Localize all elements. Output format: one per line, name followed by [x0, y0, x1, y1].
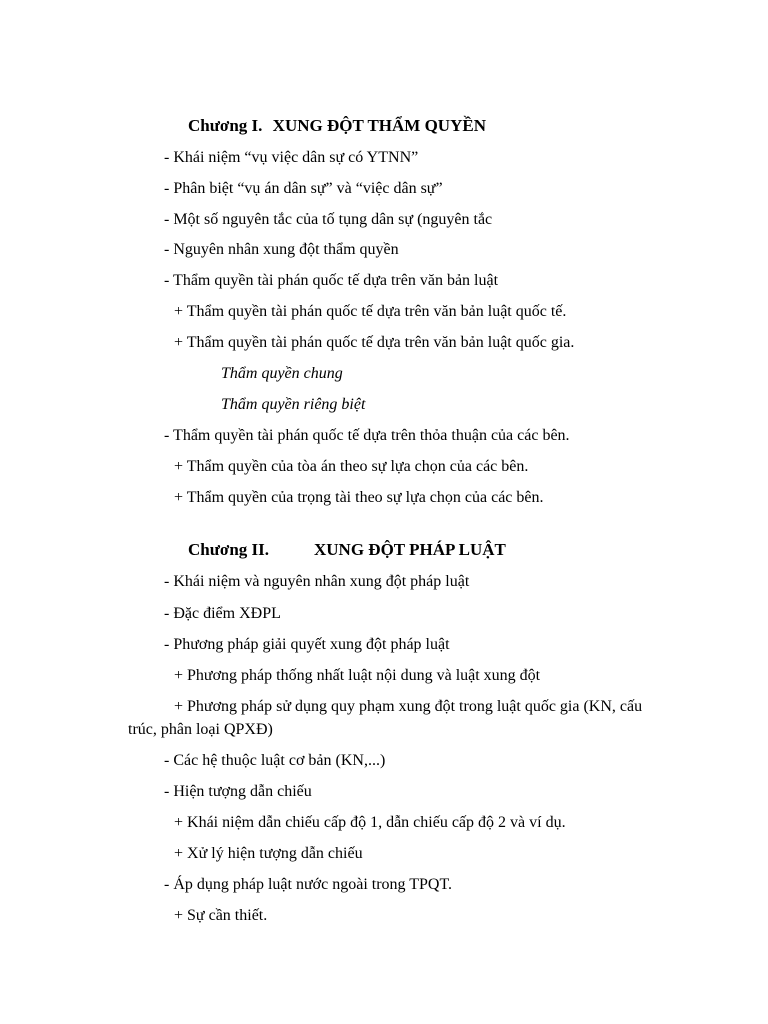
ch1-line: - Phân biệt “vụ án dân sự” và “việc dân sự”: [164, 180, 443, 197]
ch1-line: - Nguyên nhân xung đột thẩm quyền: [164, 241, 399, 258]
ch2-line: - Khái niệm và nguyên nhân xung đột pháp luật: [164, 573, 470, 590]
ch2-line: - Các hệ thuộc luật cơ bản (KN,...): [164, 752, 386, 769]
ch1-line: - Một số nguyên tắc của tố tụng dân sự (nguyên tắc: [164, 211, 493, 228]
ch1-line: - Thẩm quyền tài phán quốc tế dựa trên văn bản luật: [164, 272, 499, 289]
ch1-subline: + Thẩm quyền tài phán quốc tế dựa trên văn bản luật quốc tế.: [174, 303, 567, 320]
ch1-line: - Thẩm quyền tài phán quốc tế dựa trên thỏa thuận của các bên.: [164, 427, 570, 444]
chapter-2-label: Chương II.: [188, 540, 270, 559]
ch2-subline: + Phương pháp sử dụng quy phạm xung đột trong luật quốc gia (KN, cấu: [174, 698, 643, 715]
ch2-line: - Phương pháp giải quyết xung đột pháp luật: [164, 636, 450, 653]
chapter-2-heading: [188, 540, 506, 560]
ch1-subline: + Thẩm quyền tài phán quốc tế dựa trên văn bản luật quốc gia.: [174, 334, 575, 351]
ch1-line: - Khái niệm “vụ việc dân sự có YTNN”: [164, 149, 419, 166]
ch1-subline: + Thẩm quyền của trọng tài theo sự lựa chọn của các bên.: [174, 489, 544, 506]
chapter-1-heading: [188, 116, 486, 136]
ch2-subline: + Phương pháp thống nhất luật nội dung và luật xung đột: [174, 667, 541, 684]
chapter-1-title: XUNG ĐỘT THẨM QUYỀN: [272, 116, 486, 135]
ch2-subline: + Sự cần thiết.: [174, 907, 268, 924]
ch2-subline: + Khái niệm dẫn chiếu cấp độ 1, dẫn chiếu cấp độ 2 và ví dụ.: [174, 814, 566, 831]
ch2-line: - Hiện tượng dẫn chiếu: [164, 783, 312, 800]
ch1-italic-item: Thẩm quyền chung: [221, 365, 343, 382]
ch2-line: - Đặc điểm XĐPL: [164, 605, 281, 622]
chapter-1-label: Chương I.: [188, 116, 263, 135]
ch2-continuation: trúc, phân loại QPXĐ): [128, 721, 273, 738]
chapter-2-title: XUNG ĐỘT PHÁP LUẬT: [314, 540, 506, 559]
ch1-subline: + Thẩm quyền của tòa án theo sự lựa chọn của các bên.: [174, 458, 529, 475]
ch1-italic-item: Thẩm quyền riêng biệt: [221, 396, 366, 413]
ch2-line: - Áp dụng pháp luật nước ngoài trong TPQT.: [164, 876, 453, 893]
ch2-subline: + Xử lý hiện tượng dẫn chiếu: [174, 845, 363, 862]
